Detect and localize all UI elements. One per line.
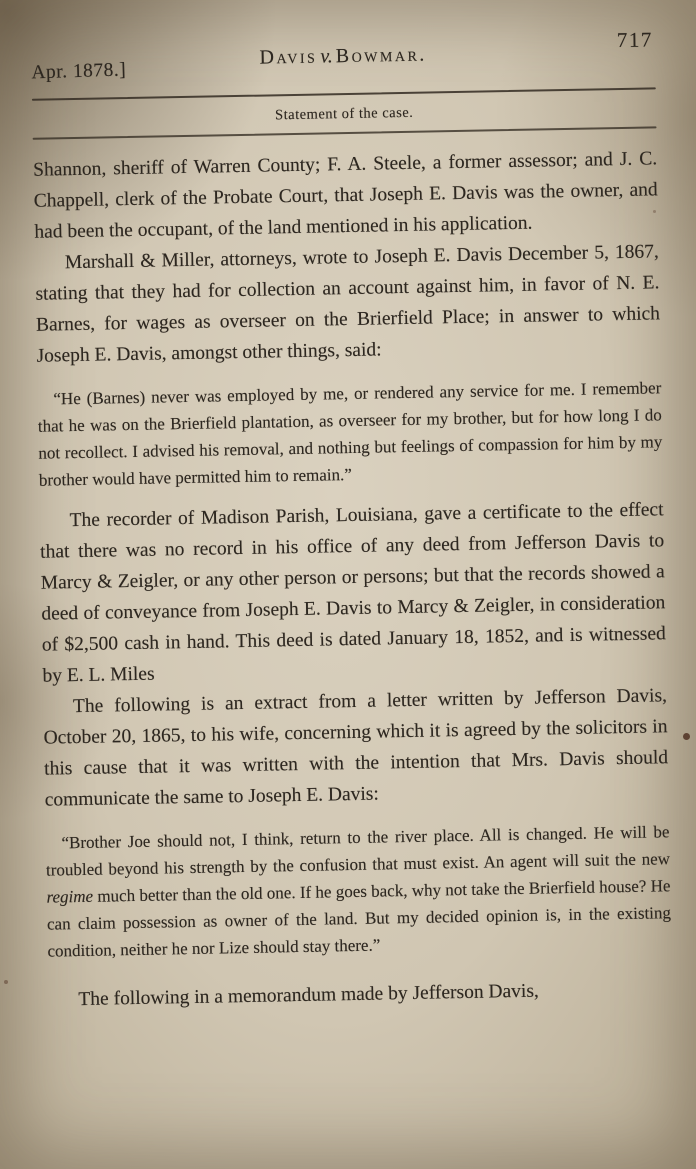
block-quote-letter-excerpt xyxy=(45,818,671,964)
quote-text-segment: “Brother Joe should not, I think, return to the river place. All is changed. He will be troubled beyond his strength by the confusion that must exist. An agent will suit the new xyxy=(45,821,671,880)
paragraph-continuation: Shannon, sheriff of Warren County; F. A. Steele, a former assessor; and J. C. Chappell, clerk of the Probate Court, that Joseph E. Davis was the owner, and had been the occupant, of the land mentioned in his application. xyxy=(33,147,658,243)
case-title xyxy=(259,44,427,70)
divider-rule-top xyxy=(32,87,656,100)
ink-speck xyxy=(653,210,656,213)
ink-speck xyxy=(683,733,690,740)
divider-rule-bottom xyxy=(33,126,657,139)
quote-italic-word: regime xyxy=(46,886,94,907)
case-title-party1: Davis xyxy=(259,45,318,69)
ink-speck xyxy=(4,980,8,984)
paragraph-partial: The following in a memorandum made by Jefferson Davis, xyxy=(78,980,540,1010)
paragraph: Marshall & Miller, attorneys, wrote to Joseph E. Davis December 5, 1867, stating that they had for collection an account against him, in favor of N. E. Barnes, for wages as overseer on the Brierfield Place; in answer to which Joseph E. Davis, amongst other things, said: xyxy=(35,240,661,367)
case-title-versus: v. xyxy=(320,45,333,68)
paragraph: The recorder of Madison Parish, Louisiana, gave a certificate to the effect that there was no record in his office of any deed from Jefferson Davis to Marcy & Zeigler, or any other person or persons; but that the records showed a deed of conveyance from Joseph E. Davis to Marcy & Zeigler, in consideration of $2,500 cash in hand. This deed is dated January 18, 1852, and is witnessed by E. L. Miles xyxy=(40,498,666,687)
body-text xyxy=(33,143,673,1015)
page-header xyxy=(31,27,656,89)
case-title-party2: Bowmar. xyxy=(335,43,427,68)
page-number: 717 xyxy=(616,27,654,53)
page-content xyxy=(31,27,673,1015)
paragraph: The following is an extract from a letter written by Jefferson Davis, October 20, 1865, to his wife, concerning which it is agreed by the solicitors in this cause that it was written with the intention that Mrs. Davis should communicate the same to Joseph E. Davis: xyxy=(43,684,669,811)
header-date: Apr. 1878.] xyxy=(31,59,127,84)
quote-text-segment: much better than the old one. If he goes back, why not take the Brierfield house? He can claim possession as owner of the land. But my decided opinion is, in the existing condition, neither he nor Lize should stay there.” xyxy=(46,875,672,961)
block-quote-letter-excerpt: “He (Barnes) never was employed by me, or rendered any service for me. I remember that he was on the Brierfield plantation, as overseer for my brother, but for how long I do not recollect. I advised his removal, and nothing but feelings of compassion for him by my brother would have permitted him to remain.” xyxy=(37,377,663,490)
running-head: Statement of the case. xyxy=(274,104,414,124)
